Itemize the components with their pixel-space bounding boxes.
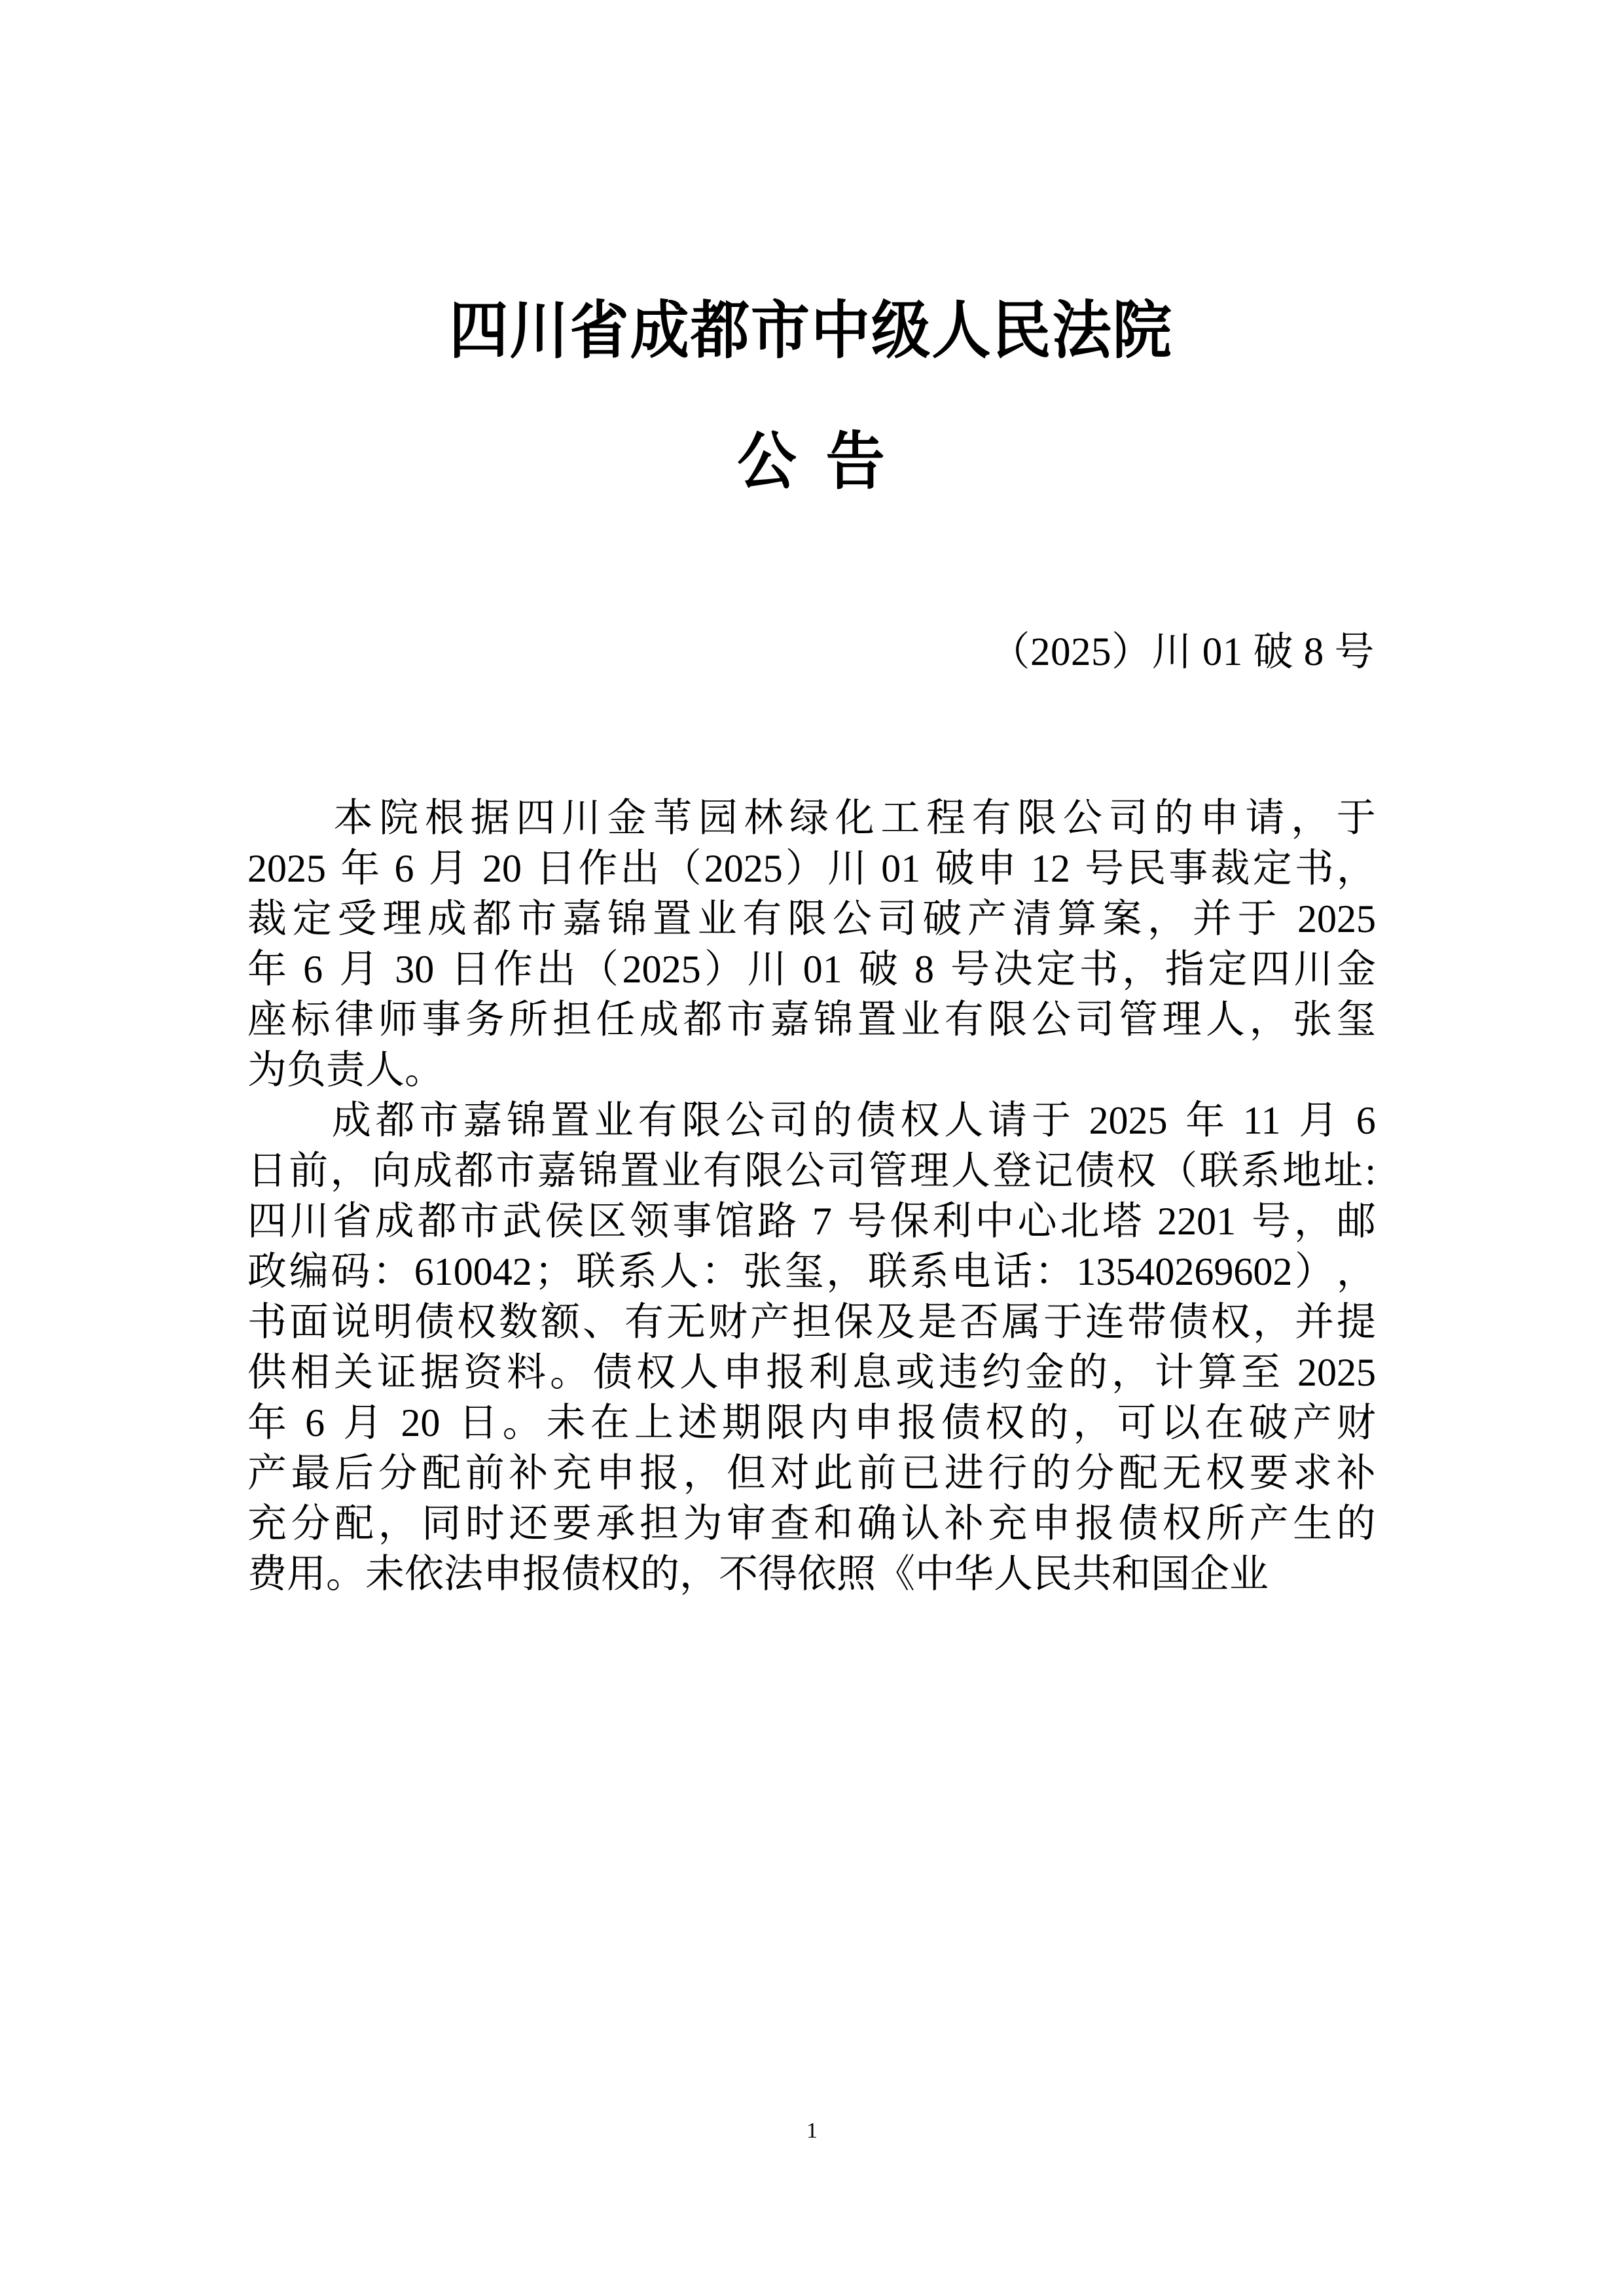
page-number: 1 <box>806 2119 818 2143</box>
document-header <box>247 296 1375 497</box>
paragraph-2 <box>247 1096 1376 1600</box>
text-line: 充 分 配 ， 同 时 还 要 承 担 为 审 查 和 确 认 补 充 申 报 债 权 所 产 生 的 <box>247 1502 1376 1545</box>
document-body <box>247 793 1376 1600</box>
text-line: 裁 定 受 理 成 都 市 嘉 锦 置 业 有 限 公 司 破 产 清 算 案 ， 并 于 2025 <box>247 897 1376 941</box>
text-line: 2025 年 6 月 20 日 作 出 （ 2025 ） 川 01 破 申 12 号 民 事 裁 定 书 ， <box>247 847 1376 890</box>
case-number: （2025）川 01 破 8 号 <box>990 630 1375 674</box>
text-line: 四 川 省 成 都 市 武 侯 区 领 事 馆 路 7 号 保 利 中 心 北 塔 2201 号 ， 邮 <box>247 1200 1376 1243</box>
text-line: 书 面 说 明 债 权 数 额 、 有 无 财 产 担 保 及 是 否 属 于 连 带 债 权 ， 并 提 <box>247 1300 1376 1344</box>
document-subtitle: 公 告 <box>737 426 885 497</box>
text-line: 政 编 码 ： 610042 ； 联 系 人 ： 张 玺 ， 联 系 电 话 ： 13540269602 ） ， <box>247 1250 1376 1293</box>
text-line: 本 院 根 据 四 川 金 苇 园 林 绿 化 工 程 有 限 公 司 的 申 请 ， 于 <box>333 797 1376 840</box>
text-line: 成 都 市 嘉 锦 置 业 有 限 公 司 的 债 权 人 请 于 2025 年 11 月 6 <box>331 1099 1376 1142</box>
text-line: 座 标 律 师 事 务 所 担 任 成 都 市 嘉 锦 置 业 有 限 公 司 管 理 人 ， 张 玺 <box>247 998 1376 1041</box>
text-line: 费 用 。 未 依 法 申 报 债 权 的 ， 不 得 依 照 《 中 华 人 民 共 和 国 企 业 <box>247 1552 1269 1596</box>
text-line: 年 6 月 20 日 。 未 在 上 述 期 限 内 申 报 债 权 的 ， 可 以 在 破 产 财 <box>247 1401 1376 1444</box>
text-line: 为 负 责 人 。 <box>247 1049 444 1092</box>
text-line: 供 相 关 证 据 资 料 。 债 权 人 申 报 利 息 或 违 约 金 的 ， 计 算 至 2025 <box>247 1351 1376 1394</box>
paragraph-1 <box>247 793 1376 1096</box>
page-title: 四川省成都市中级人民法院 <box>449 296 1173 366</box>
text-line: 年 6 月 30 日 作 出 （ 2025 ） 川 01 破 8 号 决 定 书 ， 指 定 四 川 金 <box>247 948 1376 991</box>
text-line: 日 前 ， 向 成 都 市 嘉 锦 置 业 有 限 公 司 管 理 人 登 记 债 权 （ 联 系 地 址 : <box>247 1149 1376 1193</box>
text-line: 产 最 后 分 配 前 补 充 申 报 ， 但 对 此 前 已 进 行 的 分 配 无 权 要 求 补 <box>247 1452 1376 1495</box>
